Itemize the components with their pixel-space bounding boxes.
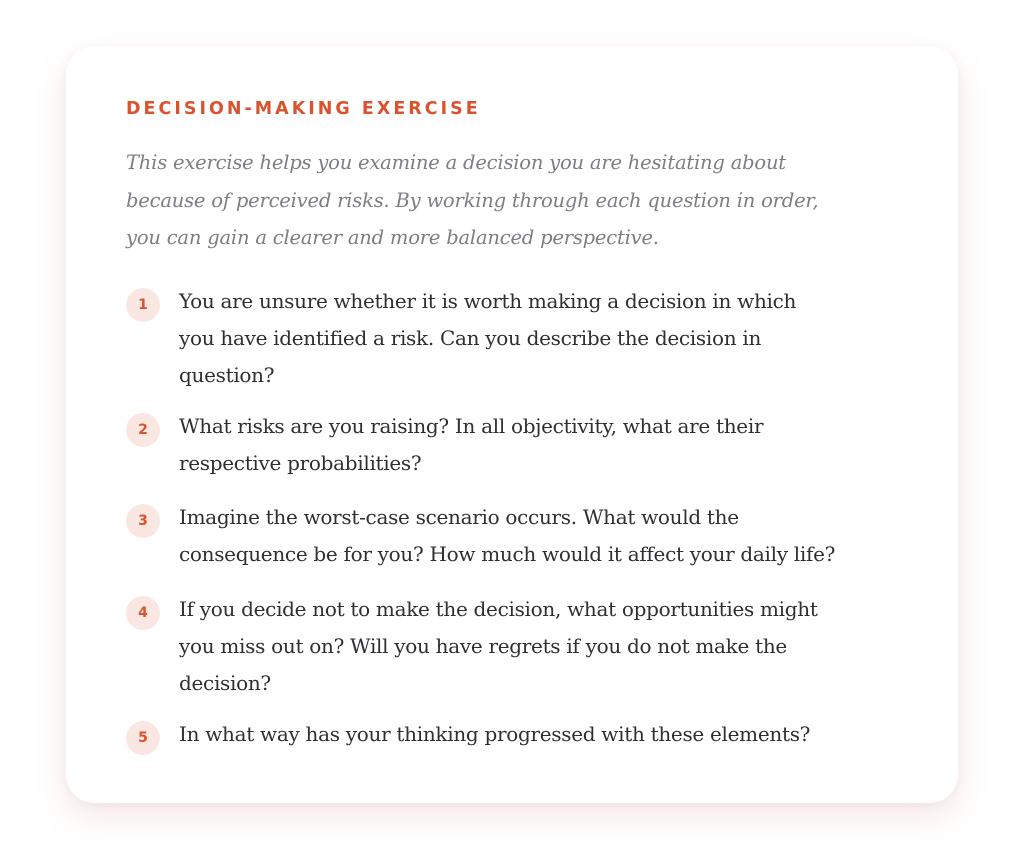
question-line: question? xyxy=(179,363,275,387)
exercise-title: DECISION-MAKING EXERCISE xyxy=(126,99,481,119)
intro-paragraph xyxy=(126,144,898,257)
question-line: In what way has your thinking progressed with these elements? xyxy=(179,722,811,746)
question-text xyxy=(179,283,796,394)
question-line: Imagine the worst-case scenario occurs. What would the xyxy=(179,505,739,529)
question-text xyxy=(179,499,835,573)
intro-line: you can gain a clearer and more balanced perspective. xyxy=(126,226,659,249)
question-text xyxy=(179,591,818,702)
exercise-card xyxy=(66,46,958,803)
question-line: you miss out on? Will you have regrets if you do not make the xyxy=(179,634,787,658)
question-number-badge: 1 xyxy=(126,288,160,322)
question-line: consequence be for you? How much would it affect your daily life? xyxy=(179,542,836,566)
question-number-badge: 3 xyxy=(126,504,160,538)
question-text xyxy=(179,408,763,482)
question-number-badge: 4 xyxy=(126,596,160,630)
question-number-badge: 2 xyxy=(126,413,160,447)
question-line: respective probabilities? xyxy=(179,451,422,475)
intro-line: This exercise helps you examine a decision you are hesitating about xyxy=(126,151,786,174)
question-text xyxy=(179,716,810,753)
question-line: decision? xyxy=(179,671,271,695)
question-line: What risks are you raising? In all objectivity, what are their xyxy=(179,414,764,438)
question-line: you have identified a risk. Can you describe the decision in xyxy=(179,326,762,350)
question-number-badge: 5 xyxy=(126,721,160,755)
intro-line: because of perceived risks. By working through each question in order, xyxy=(126,188,819,212)
question-line: If you decide not to make the decision, what opportunities might xyxy=(179,597,818,621)
question-line: You are unsure whether it is worth making a decision in which xyxy=(179,289,797,313)
